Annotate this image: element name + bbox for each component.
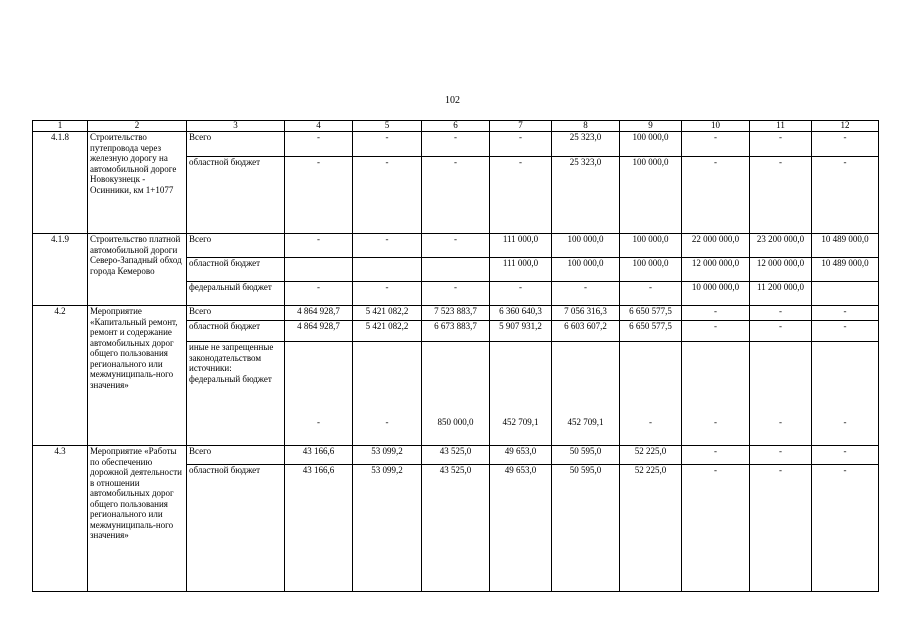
value-cell: 10 489 000,0 — [812, 234, 879, 258]
value-cell: - — [490, 282, 552, 306]
value-cell: 100 000,0 — [620, 234, 682, 258]
value-cell: 52 225,0 — [620, 465, 682, 592]
value-cell — [422, 258, 490, 282]
value-cell: 7 056 316,3 — [552, 306, 620, 321]
value-cell: 4 864 928,7 — [285, 321, 353, 342]
column-header: 9 — [620, 121, 682, 132]
value-cell: - — [620, 342, 682, 446]
item-id: 4.1.8 — [33, 132, 88, 234]
value-cell: 100 000,0 — [552, 234, 620, 258]
value-cell: 100 000,0 — [620, 157, 682, 234]
value-cell: - — [812, 321, 879, 342]
value-cell: 53 099,2 — [353, 446, 422, 465]
value-cell: - — [620, 282, 682, 306]
table-row — [33, 234, 879, 258]
funding-source: иные не запрещенные законодательством источники: федеральный бюджет — [187, 342, 285, 446]
value-cell: 23 200 000,0 — [750, 234, 812, 258]
value-cell: 43 166,6 — [285, 465, 353, 592]
column-header: 1 — [33, 121, 88, 132]
value-cell: - — [490, 157, 552, 234]
value-cell: - — [490, 132, 552, 157]
value-cell: - — [750, 342, 812, 446]
value-cell: 53 099,2 — [353, 465, 422, 592]
funding-source: областной бюджет — [187, 465, 285, 592]
column-header: 12 — [812, 121, 879, 132]
value-cell: - — [812, 132, 879, 157]
value-cell: 12 000 000,0 — [682, 258, 750, 282]
value-cell: - — [353, 157, 422, 234]
item-name: Мероприятие «Работы по обеспечению дорожной деятельности в отношении автомобильных дорог общего пользования регионального или межмуниципаль-ного значения» — [88, 446, 187, 592]
value-cell: 111 000,0 — [490, 234, 552, 258]
item-name: Мероприятие «Капитальный ремонт, ремонт и содержание автомобильных дорог общего пользования регионального или межмуниципаль-ного значения» — [88, 306, 187, 446]
value-cell: - — [285, 132, 353, 157]
value-cell: - — [353, 132, 422, 157]
column-header: 5 — [353, 121, 422, 132]
table-row — [33, 446, 879, 465]
item-name: Строительство путепровода через железную дорогу на автомобильной дороге Новокузнецк - Осинники, км 1+1077 — [88, 132, 187, 234]
value-cell: 12 000 000,0 — [750, 258, 812, 282]
column-header: 2 — [88, 121, 187, 132]
value-cell: - — [422, 282, 490, 306]
column-header: 7 — [490, 121, 552, 132]
item-id: 4.3 — [33, 446, 88, 592]
budget-table — [32, 120, 879, 592]
funding-source: Всего — [187, 234, 285, 258]
value-cell: - — [682, 321, 750, 342]
column-header: 10 — [682, 121, 750, 132]
column-header: 6 — [422, 121, 490, 132]
value-cell: 25 323,0 — [552, 157, 620, 234]
value-cell — [285, 258, 353, 282]
value-cell: - — [353, 342, 422, 446]
value-cell: 7 523 883,7 — [422, 306, 490, 321]
value-cell: 100 000,0 — [620, 132, 682, 157]
value-cell: 49 653,0 — [490, 465, 552, 592]
value-cell: - — [285, 157, 353, 234]
value-cell: - — [353, 282, 422, 306]
value-cell: - — [750, 157, 812, 234]
value-cell: 6 603 607,2 — [552, 321, 620, 342]
value-cell: 100 000,0 — [552, 258, 620, 282]
value-cell: 22 000 000,0 — [682, 234, 750, 258]
funding-source: Всего — [187, 306, 285, 321]
value-cell: - — [812, 342, 879, 446]
value-cell: 50 595,0 — [552, 465, 620, 592]
value-cell: 6 360 640,3 — [490, 306, 552, 321]
value-cell: - — [682, 446, 750, 465]
value-cell: - — [750, 321, 812, 342]
value-cell: - — [285, 234, 353, 258]
value-cell: 452 709,1 — [490, 342, 552, 446]
value-cell: - — [552, 282, 620, 306]
value-cell: 5 421 082,2 — [353, 306, 422, 321]
value-cell: - — [812, 465, 879, 592]
value-cell: 100 000,0 — [620, 258, 682, 282]
value-cell: 4 864 928,7 — [285, 306, 353, 321]
value-cell: - — [285, 282, 353, 306]
value-cell: 43 525,0 — [422, 465, 490, 592]
item-name: Строительство платной автомобильной дороги Северо-Западный обход города Кемерово — [88, 234, 187, 306]
funding-source: Всего — [187, 446, 285, 465]
value-cell: - — [353, 234, 422, 258]
value-cell — [812, 282, 879, 306]
funding-source: областной бюджет — [187, 321, 285, 342]
value-cell: - — [812, 306, 879, 321]
value-cell: - — [422, 132, 490, 157]
funding-source: федеральный бюджет — [187, 282, 285, 306]
table-row — [33, 132, 879, 157]
value-cell: 6 673 883,7 — [422, 321, 490, 342]
funding-source: Всего — [187, 132, 285, 157]
table-header-row — [33, 121, 879, 132]
value-cell: 5 421 082,2 — [353, 321, 422, 342]
value-cell: - — [812, 157, 879, 234]
value-cell — [353, 258, 422, 282]
value-cell: 10 489 000,0 — [812, 258, 879, 282]
value-cell: 50 595,0 — [552, 446, 620, 465]
value-cell: 850 000,0 — [422, 342, 490, 446]
value-cell: 5 907 931,2 — [490, 321, 552, 342]
value-cell: - — [682, 306, 750, 321]
column-header: 8 — [552, 121, 620, 132]
value-cell: 43 525,0 — [422, 446, 490, 465]
value-cell: 6 650 577,5 — [620, 321, 682, 342]
value-cell: - — [422, 157, 490, 234]
value-cell: - — [750, 306, 812, 321]
value-cell: - — [750, 465, 812, 592]
funding-source: областной бюджет — [187, 157, 285, 234]
value-cell: 10 000 000,0 — [682, 282, 750, 306]
value-cell: - — [682, 465, 750, 592]
value-cell: - — [750, 446, 812, 465]
value-cell: 52 225,0 — [620, 446, 682, 465]
item-id: 4.2 — [33, 306, 88, 446]
value-cell: 25 323,0 — [552, 132, 620, 157]
value-cell: - — [750, 132, 812, 157]
value-cell: 11 200 000,0 — [750, 282, 812, 306]
value-cell: - — [682, 132, 750, 157]
value-cell: - — [812, 446, 879, 465]
value-cell: - — [422, 234, 490, 258]
value-cell: - — [682, 342, 750, 446]
column-header: 3 — [187, 121, 285, 132]
value-cell: - — [285, 342, 353, 446]
item-id: 4.1.9 — [33, 234, 88, 306]
value-cell: 111 000,0 — [490, 258, 552, 282]
page-number: 102 — [445, 95, 460, 106]
value-cell: 49 653,0 — [490, 446, 552, 465]
value-cell: 6 650 577,5 — [620, 306, 682, 321]
column-header: 4 — [285, 121, 353, 132]
table-row — [33, 306, 879, 321]
funding-source: областной бюджет — [187, 258, 285, 282]
value-cell: 452 709,1 — [552, 342, 620, 446]
value-cell: 43 166,6 — [285, 446, 353, 465]
value-cell: - — [682, 157, 750, 234]
column-header: 11 — [750, 121, 812, 132]
